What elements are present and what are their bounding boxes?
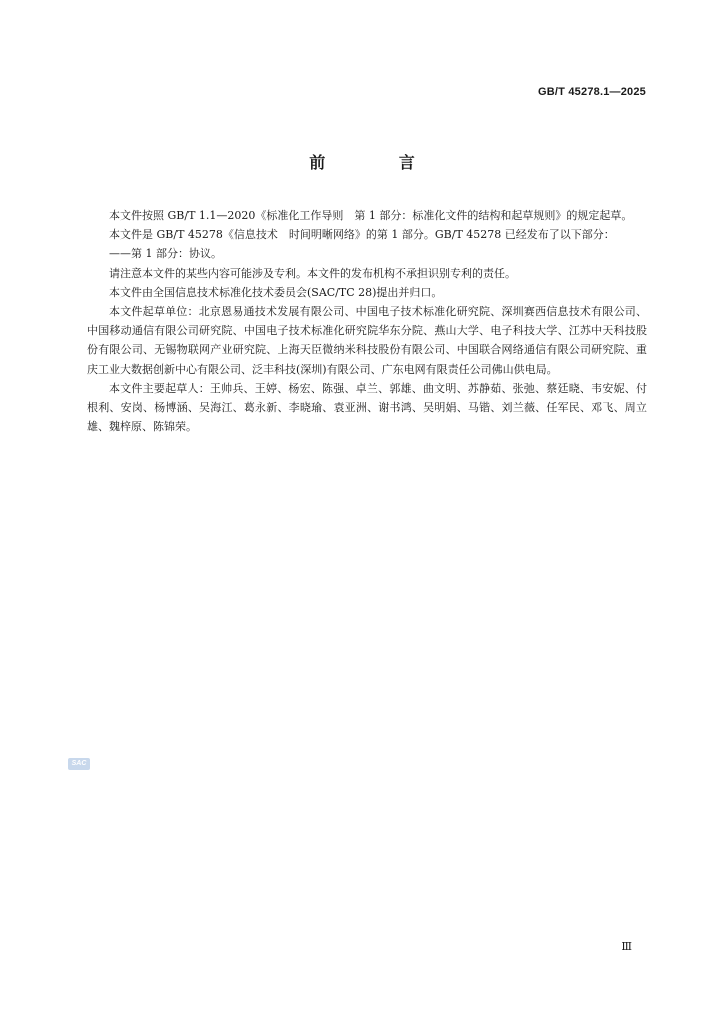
paragraph-committee: 本文件由全国信息技术标准化技术委员会(SAC/TC 28)提出并归口。 bbox=[109, 285, 443, 299]
paragraph-drafters: 本文件主要起草人：王帅兵、王婷、杨宏、陈强、卓兰、郭雄、曲文明、苏静茹、张弛、蔡廷晓、韦安妮、付根利、安岗、杨博涵、吴海江、葛永新、李晓瑜、袁亚洲、谢书鸿、吴明娟、马锴、刘兰薇、任军民、邓飞、周立雄、魏梓原、陈锦荣。 bbox=[87, 381, 647, 434]
sac-watermark-text: SAC bbox=[71, 760, 87, 767]
paragraph-series-info: 本文件是 GB/T 45278《信息技术 时间明晰网络》的第 1 部分。GB/T 45278 已经发布了以下部分： bbox=[109, 228, 615, 242]
paragraph-part-list: ——第 1 部分：协议。 bbox=[109, 247, 222, 261]
paragraph-patent-notice: 请注意本文件的某些内容可能涉及专利。本文件的发布机构不承担识别专利的责任。 bbox=[109, 266, 516, 280]
standard-code: GB/T 45278.1—2025 bbox=[538, 86, 646, 98]
page-number: Ⅲ bbox=[621, 941, 632, 953]
foreword-body bbox=[87, 206, 647, 436]
page-title: 前 言 bbox=[309, 153, 449, 172]
paragraph-drafting-organizations: 本文件起草单位：北京恩易通技术发展有限公司、中国电子技术标准化研究院、深圳赛西信息技术有限公司、中国移动通信有限公司研究院、中国电子技术标准化研究院华东分院、燕山大学、电子科技大学、江苏中天科技股份有限公司、无锡物联网产业研究院、上海天臣微纳米科技股份有限公司、中国联合网络通信有限公司研究院、重庆工业大数据创新中心有限公司、泛丰科技(深圳)有限公司、广东电网有限责任公司佛山供电局。 bbox=[87, 305, 647, 376]
sac-watermark-logo bbox=[68, 758, 90, 770]
paragraph-drafting-rules: 本文件按照 GB/T 1.1—2020《标准化工作导则 第 1 部分：标准化文件的结构和起草规则》的规定起草。 bbox=[109, 209, 633, 222]
